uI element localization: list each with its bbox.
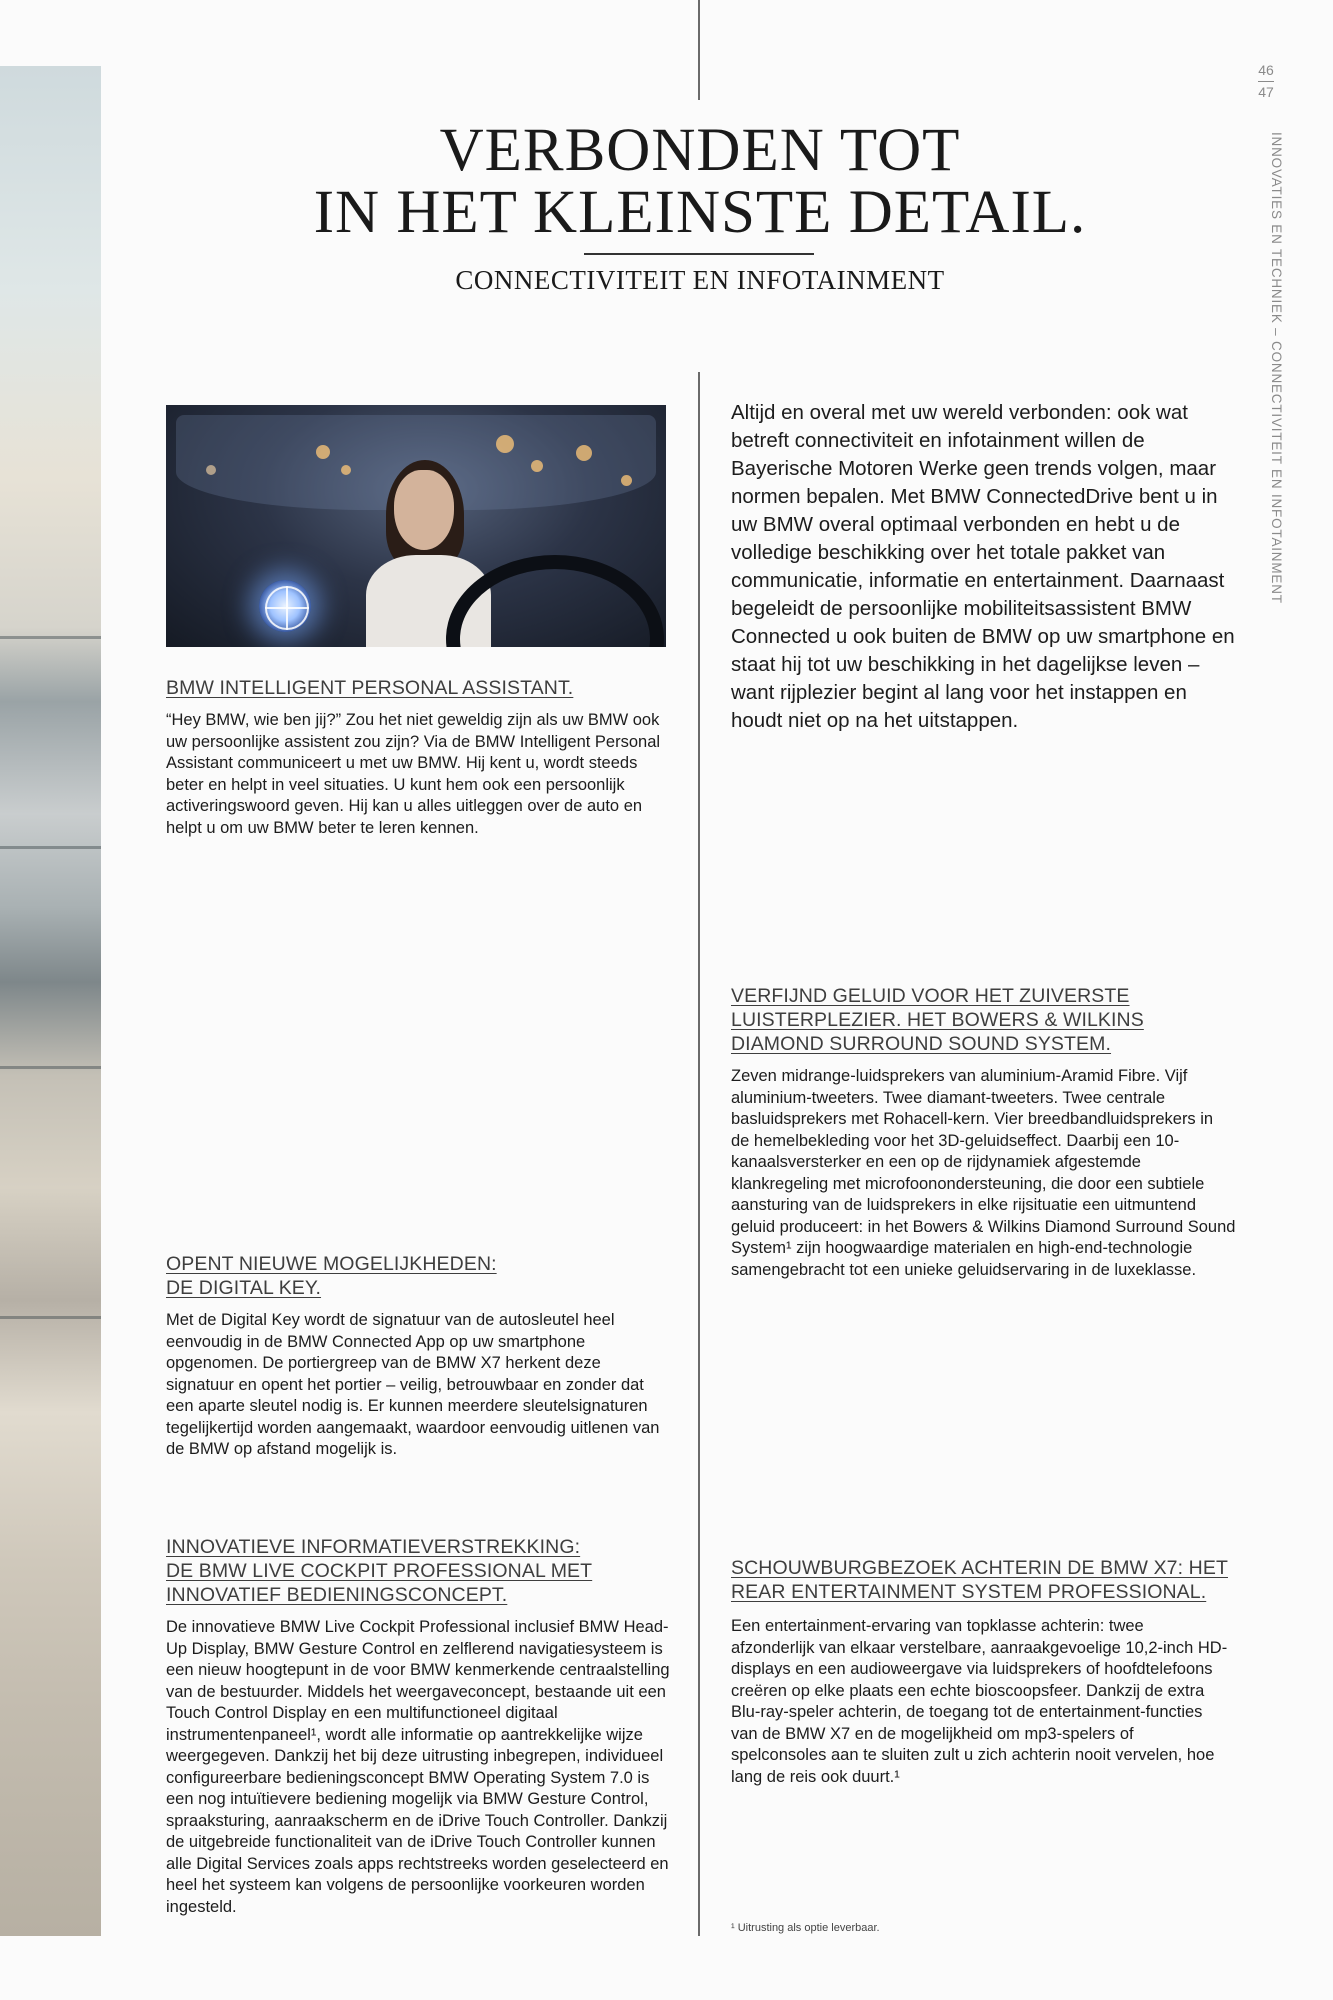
title-underline [584, 253, 814, 255]
section-heading-assistant: BMW INTELLIGENT PERSONAL ASSISTANT. [166, 677, 574, 699]
page-numbers [1253, 62, 1279, 101]
footnote: ¹ Uitrusting als optie leverbaar. [731, 1922, 880, 1934]
bokeh-light [496, 435, 514, 453]
assistant-photo [166, 405, 666, 647]
section-body-assistant: “Hey BMW, wie ben jij?” Zou het niet geweldig zijn als uw BMW ook uw persoonlijke assistent zou zijn? Via de BMW Intelligent Personal Assistant communiceert u met uw BMW. Hij kent u, wordt steeds beter en helpt in veel situaties. U kunt hem ook een persoonlijk activeringswoord geven. Hij kan u alles uitleggen over de auto en helpt u om uw BMW beter te leren kennen. [166, 711, 661, 837]
page-title [200, 117, 1200, 246]
page-number-left: 46 [1258, 62, 1274, 78]
globe-grid-icon [265, 586, 309, 630]
bokeh-light [316, 445, 330, 459]
intro-paragraph: Altijd en overal met uw wereld verbonden: ook wat betreft connectiviteit en infotainment willen de Bayerische Motoren Werke geen trends volgen, maar normen bepalen. Met BMW ConnectedDrive bent u in uw BMW overal optimaal verbonden en hebt u de volledige beschikking over het totale pakket van communicatie, informatie en entertainment. Daarnaast begeleidt de persoonlijke mobiliteitsassistent BMW Connected u ook buiten de BMW op uw smartphone en staat hij tot uw beschikking in het dagelijkse leven – want rijplezier begint al lang voor het instappen en houdt niet op na het uitstappen. [731, 401, 1235, 732]
bokeh-light [206, 465, 216, 475]
page-number-rule [1258, 81, 1274, 82]
title-line-1: VERBONDEN TOT [439, 117, 961, 184]
page-number-right: 47 [1258, 84, 1274, 100]
bokeh-light [576, 445, 592, 461]
left-interior-photo [0, 66, 101, 1936]
column-divider [698, 372, 700, 1936]
section-heading-sound: VERFIJND GELUID VOOR HET ZUIVERSTE LUISTERPLEZIER. HET BOWERS & WILKINS DIAMOND SURROUND SOUND SYSTEM. [731, 985, 1144, 1055]
section-body-sound: Zeven midrange-luidsprekers van aluminium-Aramid Fibre. Vijf aluminium-tweeters. Twee diamant-tweeters. Twee centrale basluidsprekers met Rohacell-kern. Vier breedbandluidsprekers in de hemelbekleding voor het 3D-geluidseffect. Daarbij een 10-kanaalsversterker en een op de rijdynamiek afgestemde klankregeling met microfoonondersteuning, die door een subtiele aansturing van de luidsprekers in elke rijsituatie een uitmuntend geluid produceert: in het Bowers & Wilkins Diamond Surround Sound System¹ zijn hoogwaardige materialen en high-end-technologie samengebracht tot een unieke geluidservaring in de luxeklasse. [731, 1067, 1236, 1279]
section-heading-cockpit: INNOVATIEVE INFORMATIEVERSTREKKING: DE BMW LIVE COCKPIT PROFESSIONAL MET INNOVATIEF BEDIENINGSCONCEPT. [166, 1536, 593, 1606]
page-subtitle: CONNECTIVITEIT EN INFOTAINMENT [455, 265, 945, 295]
section-heading-rear-entertainment: SCHOUWBURGBEZOEK ACHTERIN DE BMW X7: HET REAR ENTERTAINMENT SYSTEM PROFESSIONAL. [731, 1557, 1228, 1603]
title-line-2: IN HET KLEINSTE DETAIL. [313, 179, 1087, 246]
side-section-label: INNOVATIES EN TECHNIEK – CONNECTIVITEIT EN INFOTAINMENT [1269, 132, 1284, 604]
section-body-rear-entertainment: Een entertainment-ervaring van topklasse achterin: twee afzonderlijk van elkaar verstelbare, aanraakgevoelige 10,2-inch HD-displays en een audioweergave via luidsprekers of hoofdtelefoons creëren op elke plaats een echte bioscoopsfeer. Dankzij de extra Blu-ray-speler achterin, de toegang tot de entertainment-functies van de BMW X7 en de mogelijkheid om mp3-spelers of spelconsoles aan te sluiten zult u zich achterin nooit vervelen, hoe lang de reis ook duurt.¹ [731, 1617, 1228, 1786]
section-body-cockpit: De innovatieve BMW Live Cockpit Professional inclusief BMW Head-Up Display, BMW Gesture Control en zelflerend navigatiesysteem is een nieuw hoogtepunt in de voor BMW kenmerkende centraalstelling van de bestuurder. Middels het weergaveconcept, bestaande uit een Touch Control Display en een multifunctioneel digitaal instrumentenpaneel¹, wordt alle informatie op aantrekkelijke wijze weergegeven. Dankzij het bij deze uitrusting inbegrepen, individueel configureerbare bedieningsconcept BMW Operating System 7.0 is een nog intuïtievere bediening mogelijk via BMW Gesture Control, spraaksturing, aanraakscherm en de iDrive Touch Controller. Dankzij de uitgebreide functionaliteit van de iDrive Touch Controller kunnen alle Digital Services zoals apps rechtstreeks worden geselecteerd en heel het systeem kan volgens de persoonlijke voorkeuren worden ingesteld. [166, 1618, 670, 1916]
bokeh-light [531, 460, 543, 472]
bokeh-light [621, 475, 632, 486]
bokeh-light [341, 465, 351, 475]
person-face [394, 470, 454, 550]
section-body-digital-key: Met de Digital Key wordt de signatuur van de autosleutel heel eenvoudig in de BMW Connected App op uw smartphone opgenomen. De portiergreep van de BMW X7 herkent deze signatuur en opent het portier – veilig, betrouwbaar en zonder dat een aparte sleutel nodig is. Er kunnen meerdere sleutelsignaturen tegelijkertijd worden aangemaakt, waardoor eenvoudig uitlenen van de BMW op afstand mogelijk is. [166, 1311, 660, 1458]
top-divider [698, 0, 700, 100]
section-heading-digital-key: OPENT NIEUWE MOGELIJKHEDEN: DE DIGITAL KEY. [166, 1253, 497, 1299]
